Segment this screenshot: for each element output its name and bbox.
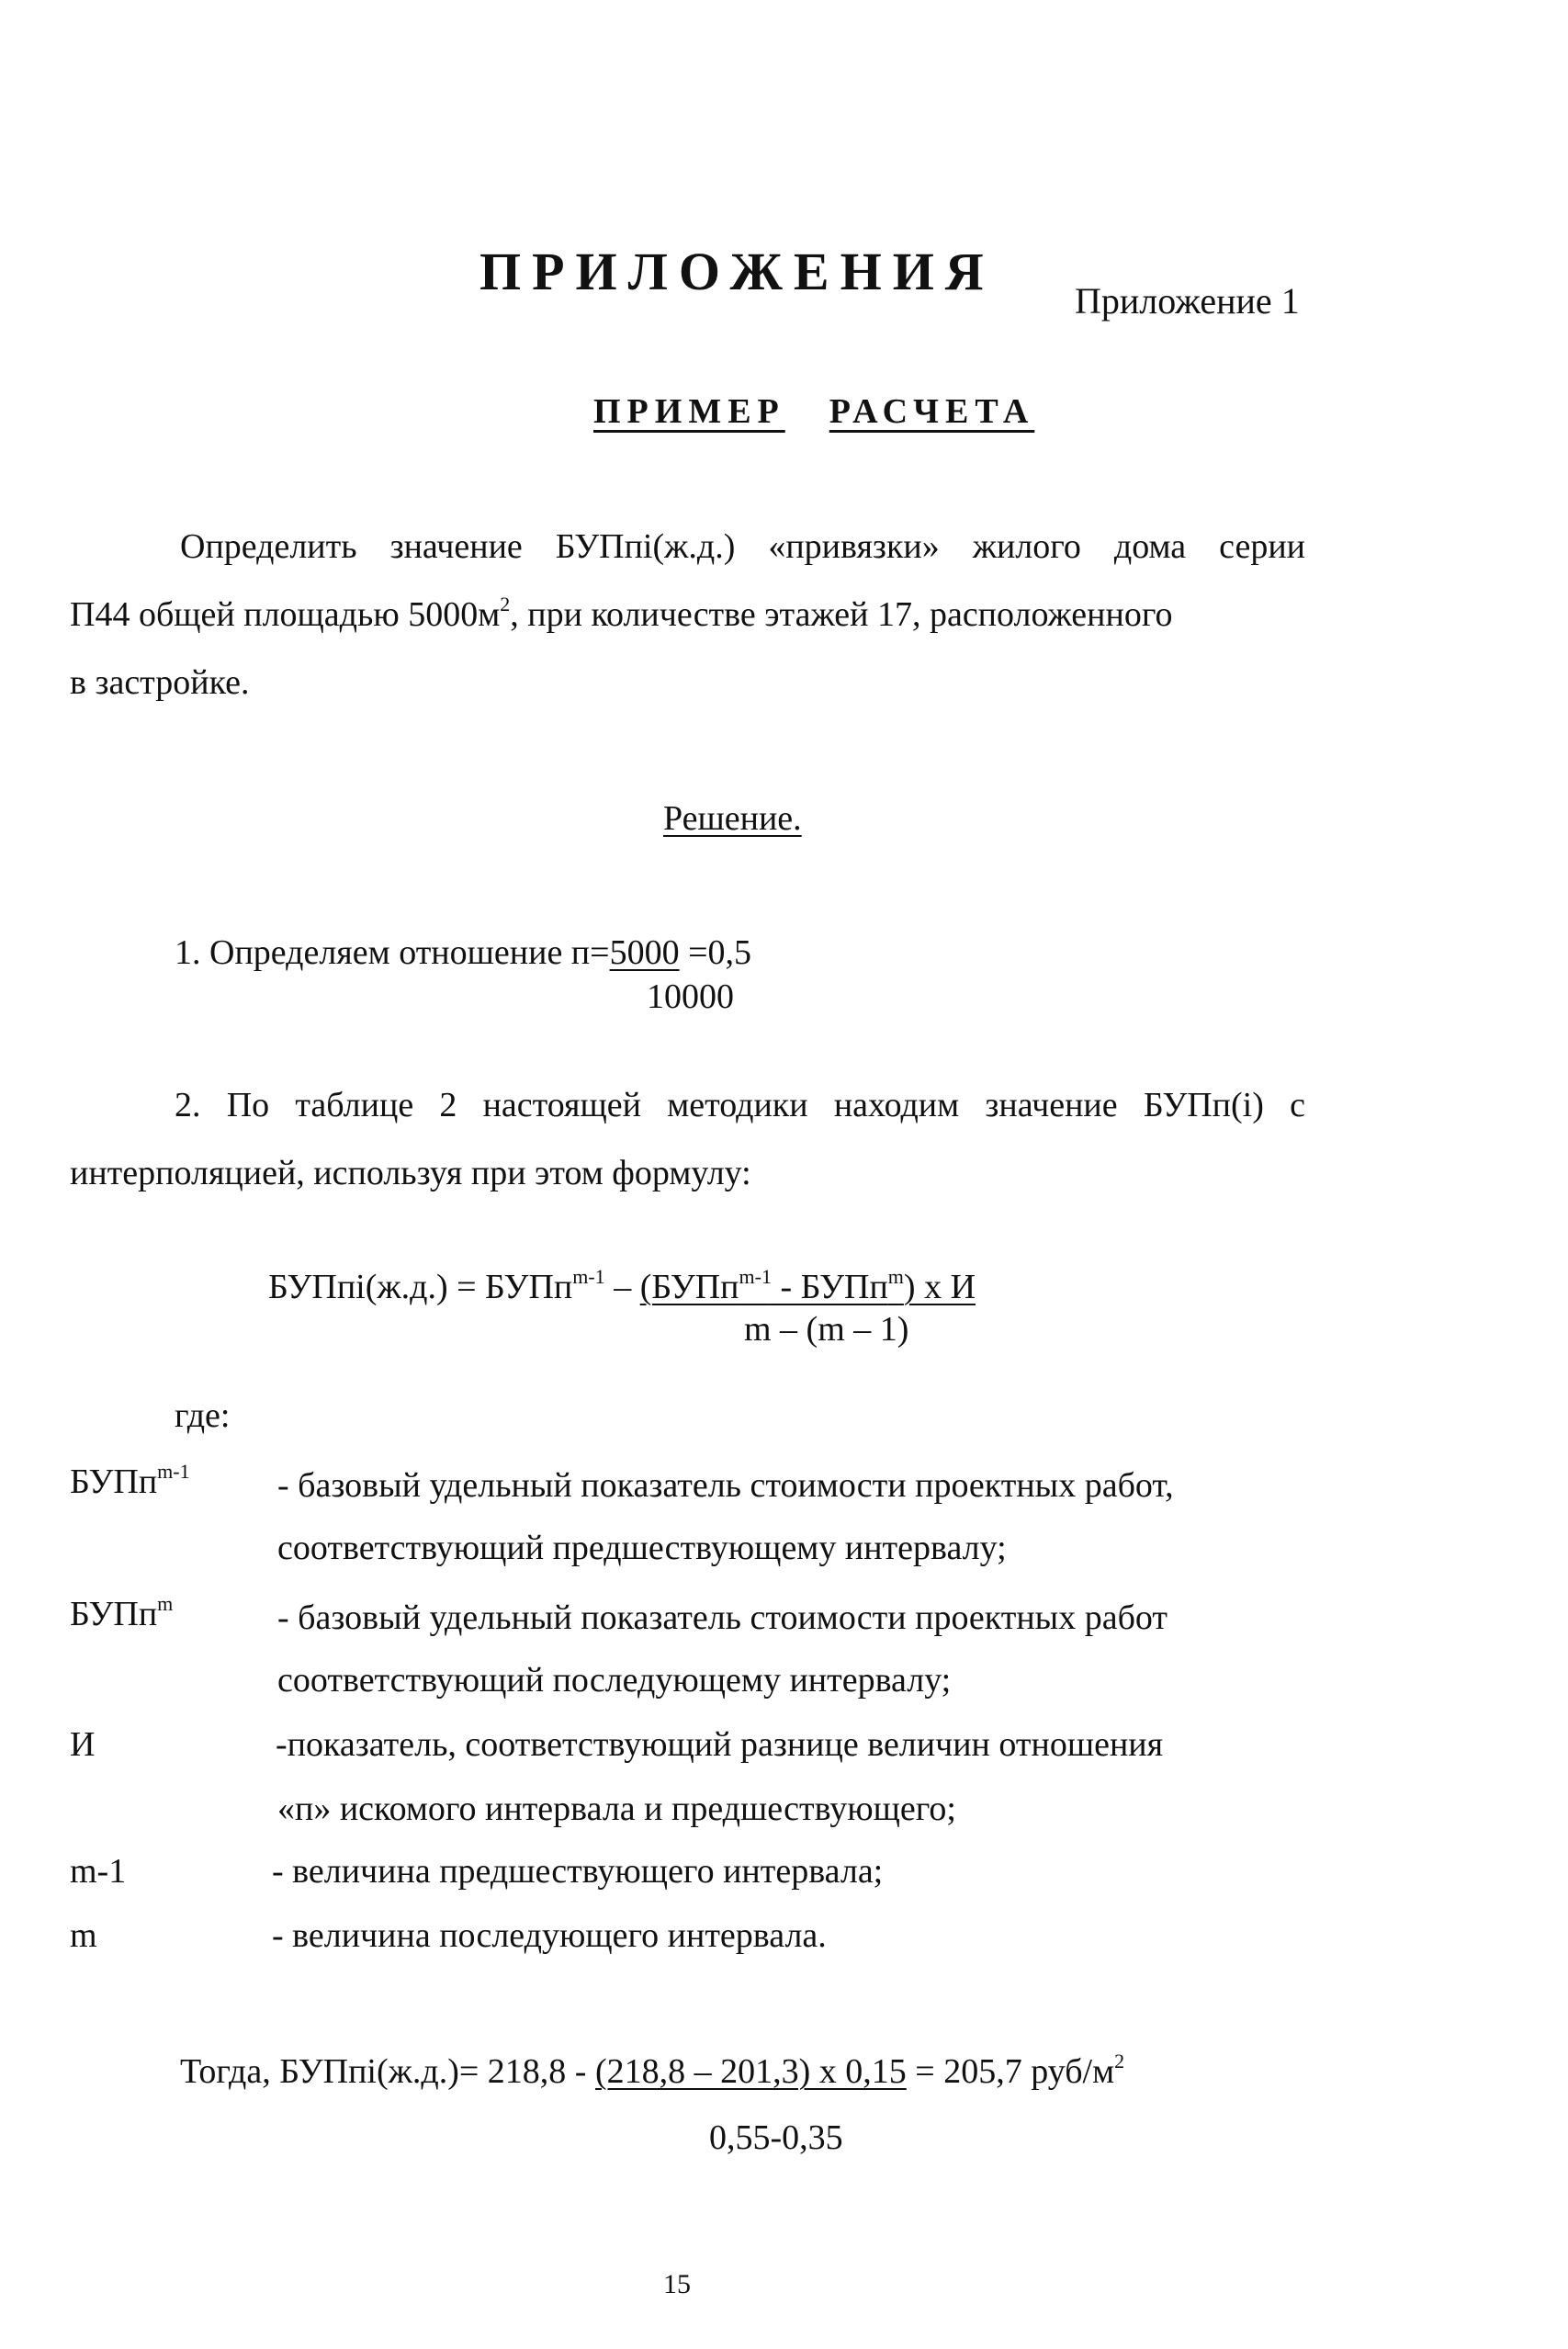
step-2-word: находим	[833, 1086, 960, 1124]
page-number: 15	[663, 2269, 691, 2299]
definition-term	[70, 1460, 190, 1501]
formula-num-sup: m-1	[739, 1265, 772, 1288]
step-1-prefix: 1. Определяем отношение п=	[175, 933, 610, 972]
result-formula	[180, 2050, 1125, 2091]
task-line-1	[180, 529, 1305, 564]
definition-line: - базовый удельный показатель стоимости проектных работ	[277, 1598, 1168, 1637]
step-2-word: методики	[667, 1086, 808, 1124]
result-denominator: 0,55-0,35	[709, 2118, 843, 2157]
subtitle-word-1: ПРИМЕР	[593, 392, 785, 431]
definition-term-sup: m-1	[157, 1460, 190, 1483]
formula-denominator: m – (m – 1)	[744, 1310, 909, 1349]
formula-numerator	[639, 1265, 976, 1306]
task-text: , при количестве этажей 17, расположенного	[510, 595, 1173, 634]
definition-line: - величина последующего интервала.	[272, 1916, 827, 1955]
subtitle-word-2: РАСЧЕТА	[829, 392, 1035, 431]
definition-line: «п» искомого интервала и предшествующего;	[277, 1790, 956, 1828]
formula-lhs: БУПпі(ж.д.) = БУПп	[268, 1268, 573, 1306]
formula-minus: –	[604, 1268, 640, 1306]
definition-term-text: БУПп	[70, 1595, 158, 1633]
task-word: дома	[1113, 527, 1187, 566]
task-word: жилого	[972, 527, 1081, 566]
result-numerator: (218,8 – 201,3) х 0,15	[594, 2052, 907, 2091]
definition-line: - базовый удельный показатель стоимости проектных работ,	[277, 1466, 1174, 1505]
definition-term-sup: m	[157, 1592, 174, 1615]
task-word: Определить	[180, 527, 357, 566]
formula-num-text: - БУПп	[771, 1268, 888, 1306]
definition-line: соответствующий предшествующему интервалу;	[277, 1529, 1007, 1567]
step-1-numerator: 5000	[609, 933, 680, 972]
step-1-denominator: 10000	[647, 977, 734, 1016]
appendix-label: Приложение 1	[1075, 280, 1300, 322]
formula-num-sup: m	[887, 1265, 904, 1288]
task-word: серии	[1219, 527, 1305, 566]
step-2-word: с	[1290, 1086, 1305, 1124]
task-line-2	[70, 593, 1173, 634]
step-2-word: БУПп(i)	[1143, 1086, 1264, 1124]
solution-heading: Решение.	[663, 799, 802, 838]
formula-num-text: (БУПп	[639, 1268, 739, 1306]
step-2-line-2: интерполяцией, используя при этом формулу:	[70, 1154, 751, 1192]
definition-line: - величина предшествующего интервала;	[272, 1852, 884, 1891]
where-label: где:	[175, 1396, 231, 1435]
formula	[268, 1265, 976, 1306]
definition-term: m-1	[70, 1852, 127, 1891]
definition-term: m	[70, 1916, 97, 1955]
step-2-word: По	[226, 1086, 270, 1124]
definition-term: И	[70, 1725, 96, 1764]
task-word: значение	[389, 527, 523, 566]
task-text: П44 общей площадью 5000м	[70, 595, 501, 634]
step-2-word: значение	[985, 1086, 1118, 1124]
step-1-suffix: =0,5	[679, 933, 752, 972]
definition-line: соответствующий последующему интервалу;	[277, 1661, 952, 1700]
step-1	[175, 935, 751, 970]
step-2-word: 2	[439, 1086, 457, 1124]
page-title: ПРИЛОЖЕНИЯ	[479, 242, 995, 301]
task-sup: 2	[500, 593, 511, 615]
formula-num-text: ) х И	[903, 1268, 976, 1306]
formula-sup: m-1	[572, 1265, 605, 1288]
definition-line: -показатель, соответствующий разнице величин отношения	[276, 1725, 1164, 1764]
result-sup: 2	[1114, 2050, 1125, 2072]
step-2-word: таблице	[295, 1086, 414, 1124]
definition-term-text: БУПп	[70, 1462, 158, 1501]
step-2-word: 2.	[175, 1086, 201, 1124]
subtitle	[593, 391, 1034, 432]
result-prefix: Тогда, БУПпі(ж.д.)= 218,8 -	[180, 2052, 595, 2091]
task-word: «привязки»	[768, 527, 940, 566]
task-line-3: в застройке.	[70, 663, 250, 702]
step-2-word: настоящей	[482, 1086, 641, 1124]
definition-term	[70, 1592, 174, 1633]
task-word: БУПпі(ж.д.)	[555, 527, 736, 566]
step-2-line-1	[175, 1088, 1305, 1123]
result-suffix: = 205,7 руб/м	[906, 2052, 1115, 2091]
